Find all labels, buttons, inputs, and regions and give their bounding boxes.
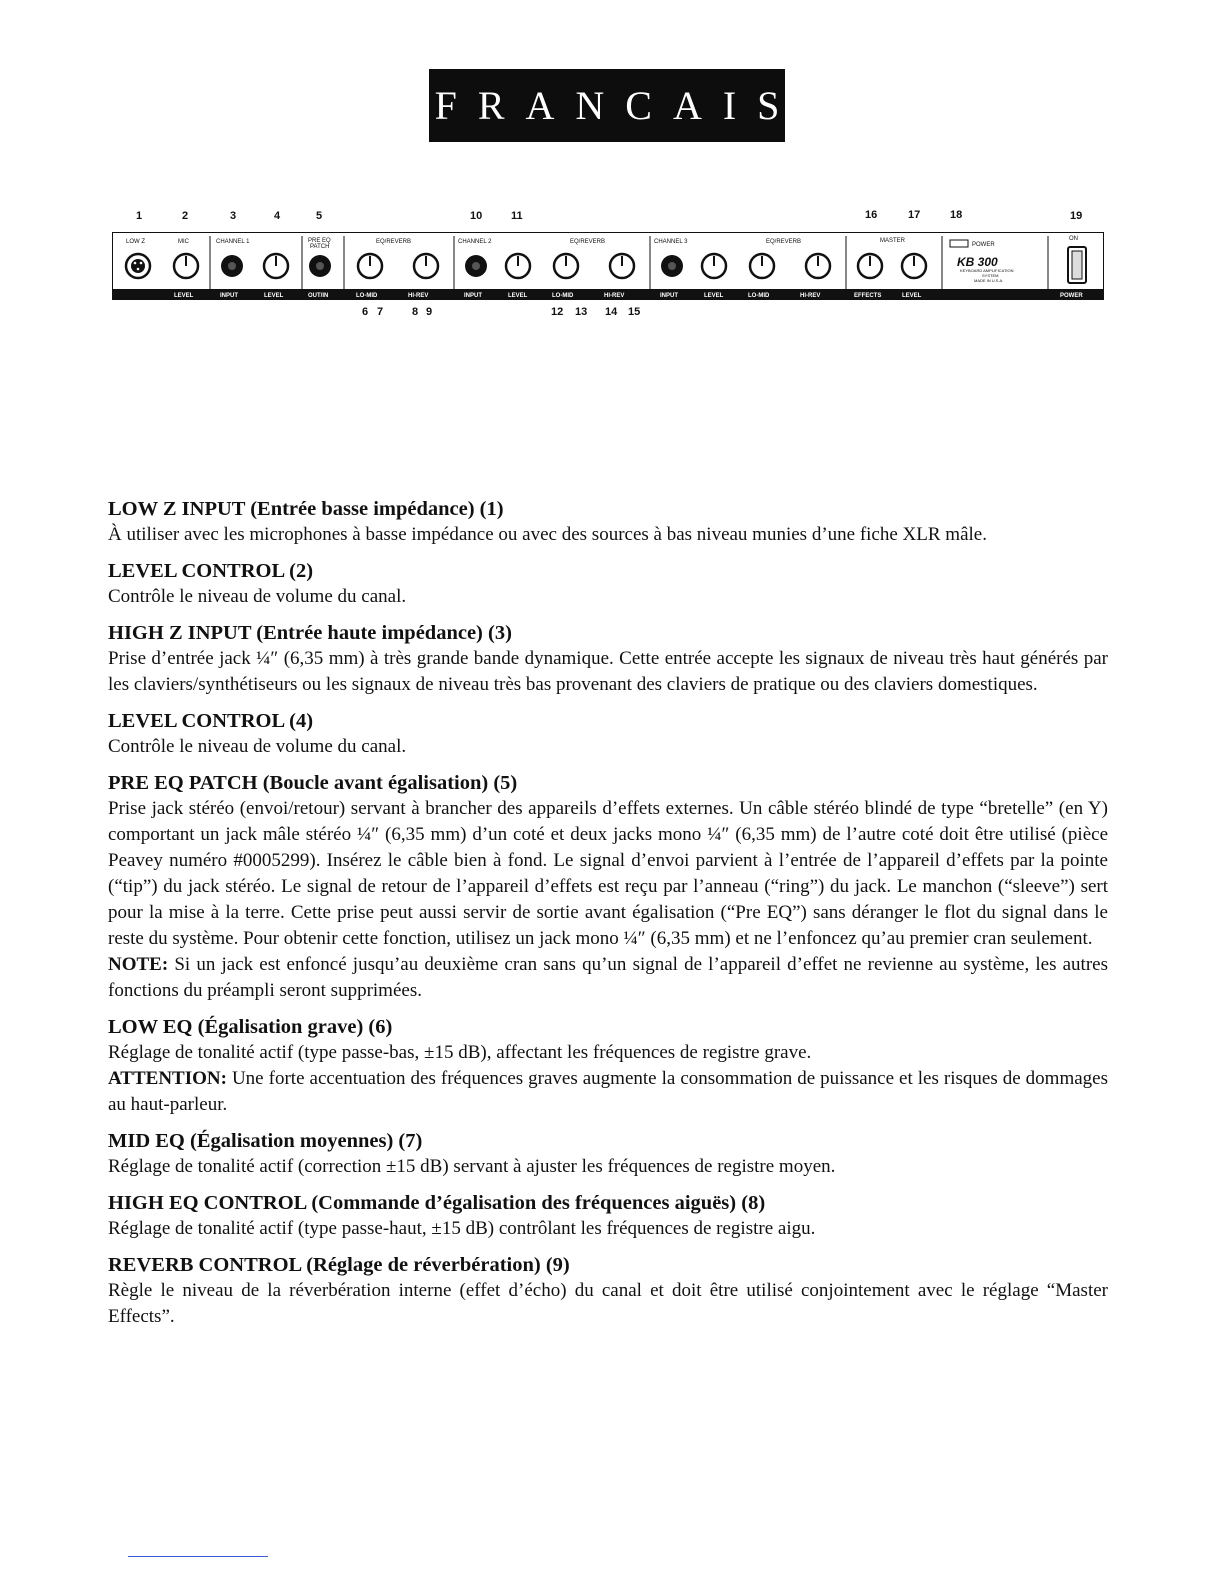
bottom-label-13: LO-MID xyxy=(748,293,770,299)
label-power-indicator: POWER xyxy=(972,242,995,248)
model-name: KB 300 xyxy=(957,255,998,269)
callout-16: 16 xyxy=(865,209,878,221)
callout-4: 4 xyxy=(274,210,281,222)
callout-15: 15 xyxy=(628,306,641,318)
section-heading: LOW Z INPUT (Entrée basse impédance) (1) xyxy=(108,498,504,520)
label-master: MASTER xyxy=(880,238,906,244)
bottom-label-7: INPUT xyxy=(464,293,482,299)
section-low-z-input xyxy=(108,496,1108,548)
section-heading: LOW EQ (Égalisation grave) (6) xyxy=(108,1016,393,1038)
callout-13: 13 xyxy=(575,306,588,318)
section-heading: PRE EQ PATCH (Boucle avant égalisation) (5) xyxy=(108,772,518,794)
bottom-label-3: LEVEL xyxy=(264,293,284,299)
xlr-input-jack xyxy=(126,254,150,278)
section-level-control-2 xyxy=(108,558,1108,610)
section-heading: HIGH Z INPUT (Entrée haute impédance) (3) xyxy=(108,622,512,644)
callout-19: 19 xyxy=(1070,210,1083,222)
section-note xyxy=(108,952,1108,1004)
bottom-label-2: INPUT xyxy=(220,293,238,299)
label-channel-3: CHANNEL 3 xyxy=(654,239,688,245)
note-label: NOTE: xyxy=(108,954,169,975)
section-body: Prise d’entrée jack ¼″ (6,35 mm) à très grande bande dynamique. Cette entrée accepte les signaux de niveau très haut générés par les claviers/synthétiseurs ou les signaux de niveau très bas provenant des claviers de pratique ou des claviers domestiques. xyxy=(108,648,1108,695)
callout-18: 18 xyxy=(950,209,963,221)
section-high-eq xyxy=(108,1190,1108,1242)
label-channel-1: CHANNEL 1 xyxy=(216,239,250,245)
callout-9: 9 xyxy=(426,306,433,318)
model-sub-3: MADE IN U.S.A. xyxy=(974,278,1004,283)
note-label: ATTENTION: xyxy=(108,1068,227,1089)
label-eq-reverb-3: EQ/REVERB xyxy=(766,239,802,245)
section-body: Réglage de tonalité actif (correction ±15 dB) servant à ajuster les fréquences de registre moyen. xyxy=(108,1156,836,1177)
front-panel-diagram xyxy=(112,232,1104,300)
callout-1: 1 xyxy=(136,210,143,222)
label-on: ON xyxy=(1069,236,1078,242)
label-eq-reverb-1: EQ/REVERB xyxy=(376,239,412,245)
section-note xyxy=(108,1066,1108,1118)
callout-5: 5 xyxy=(316,210,323,222)
section-body: Règle le niveau de la réverbération interne (effet d’écho) du canal et doit être utilisé conjointement avec le réglage “Master Effects”. xyxy=(108,1280,1108,1327)
callout-3: 3 xyxy=(230,210,237,222)
section-heading: LEVEL CONTROL (4) xyxy=(108,710,314,732)
note-text: Si un jack est enfoncé jusqu’au deuxième cran sans qu’un signal de l’appareil d’effet ne revienne au système, les autres fonctions du préampli seront supprimées. xyxy=(108,954,1108,1001)
label-channel-2: CHANNEL 2 xyxy=(458,239,492,245)
bottom-label-17: POWER xyxy=(1060,293,1083,299)
note-text: Une forte accentuation des fréquences graves augmente la consommation de puissance et les risques de dommages au haut-parleur. xyxy=(108,1068,1108,1115)
bottom-label-8: LEVEL xyxy=(508,293,528,299)
section-heading: MID EQ (Égalisation moyennes) (7) xyxy=(108,1130,423,1152)
section-reverb-control xyxy=(108,1252,1108,1330)
callout-14: 14 xyxy=(605,306,618,318)
section-heading: REVERB CONTROL (Réglage de réverbération) (9) xyxy=(108,1254,570,1276)
bottom-label-1: LEVEL xyxy=(174,293,194,299)
bottom-label-10: HI-REV xyxy=(604,293,625,299)
callout-7: 7 xyxy=(377,306,384,318)
callout-2: 2 xyxy=(182,210,189,222)
model-sub-1: KEYBOARD AMPLIFICATION xyxy=(960,268,1014,273)
callout-11: 11 xyxy=(511,210,523,222)
bottom-label-5: LO-MID xyxy=(356,293,378,299)
callout-12: 12 xyxy=(551,306,564,318)
section-body: Réglage de tonalité actif (type passe-bas, ±15 dB), affectant les fréquences de registre grave. xyxy=(108,1042,812,1063)
bottom-label-12: LEVEL xyxy=(704,293,724,299)
section-pre-eq-patch xyxy=(108,770,1108,1004)
section-body: Contrôle le niveau de volume du canal. xyxy=(108,736,407,757)
section-mid-eq xyxy=(108,1128,1108,1180)
callout-17: 17 xyxy=(908,209,921,221)
bottom-label-9: LO-MID xyxy=(552,293,574,299)
model-sub-2: SYSTEM xyxy=(982,273,999,278)
label-patch: PATCH xyxy=(310,244,330,250)
label-mic: MIC xyxy=(178,239,189,245)
power-switch xyxy=(1068,247,1086,283)
callout-10: 10 xyxy=(470,210,483,222)
bottom-label-6: HI-REV xyxy=(408,293,429,299)
callout-8: 8 xyxy=(412,306,419,318)
bottom-label-14: HI-REV xyxy=(800,293,821,299)
section-body: Contrôle le niveau de volume du canal. xyxy=(108,586,407,607)
bottom-label-11: INPUT xyxy=(660,293,678,299)
label-low-z: LOW Z xyxy=(126,239,145,245)
bottom-label-16: LEVEL xyxy=(902,293,922,299)
bottom-label-15: EFFECTS xyxy=(854,293,882,299)
section-level-control-4 xyxy=(108,708,1108,760)
section-body: Prise jack stéréo (envoi/retour) servant à brancher des appareils d’effets externes. Un câble stéréo blindé de type “bretelle” (en Y) comportant un jack mâle stéréo ¼″ (6,35 mm) d’un coté et deux jacks mono ¼″ (6,35 mm) de l’autre coté doit être utilisé (pièce Peavey numéro #0005299). Insérez le câble bien à fond. Le signal d’envoi parvient à l’entrée de l’appareil d’effets par la pointe (“tip”) du jack stéréo. Le signal de retour de l’appareil d’effets est reçu par l’anneau (“ring”) du jack. Le manchon (“sleeve”) sert pour la mise à la terre. Cette prise peut aussi servir de sortie avant égalisation (“Pre EQ”) sans déranger le flot du signal dans le reste du système. Pour obtenir cette fonction, utilisez un jack mono ¼″ (6,35 mm) et ne l’enfoncez qu’au premier cran seulement. xyxy=(108,798,1108,949)
callout-6: 6 xyxy=(362,306,369,318)
footer-rule xyxy=(128,1556,268,1557)
section-body: Réglage de tonalité actif (type passe-haut, ±15 dB) contrôlant les fréquences de registre aigu. xyxy=(108,1218,816,1239)
label-eq-reverb-2: EQ/REVERB xyxy=(570,239,606,245)
section-heading: LEVEL CONTROL (2) xyxy=(108,560,314,582)
section-heading: HIGH EQ CONTROL (Commande d’égalisation des fréquences aiguës) (8) xyxy=(108,1192,766,1214)
section-low-eq xyxy=(108,1014,1108,1118)
control-descriptions xyxy=(108,496,1108,1340)
language-banner: FRANCAIS xyxy=(429,69,785,142)
bottom-label-4: OUT/IN xyxy=(308,293,329,299)
label-pre-eq: PRE EQ xyxy=(308,238,331,244)
section-high-z-input xyxy=(108,620,1108,698)
section-body: À utiliser avec les microphones à basse impédance ou avec des sources à bas niveau munies d’une fiche XLR mâle. xyxy=(108,524,987,545)
